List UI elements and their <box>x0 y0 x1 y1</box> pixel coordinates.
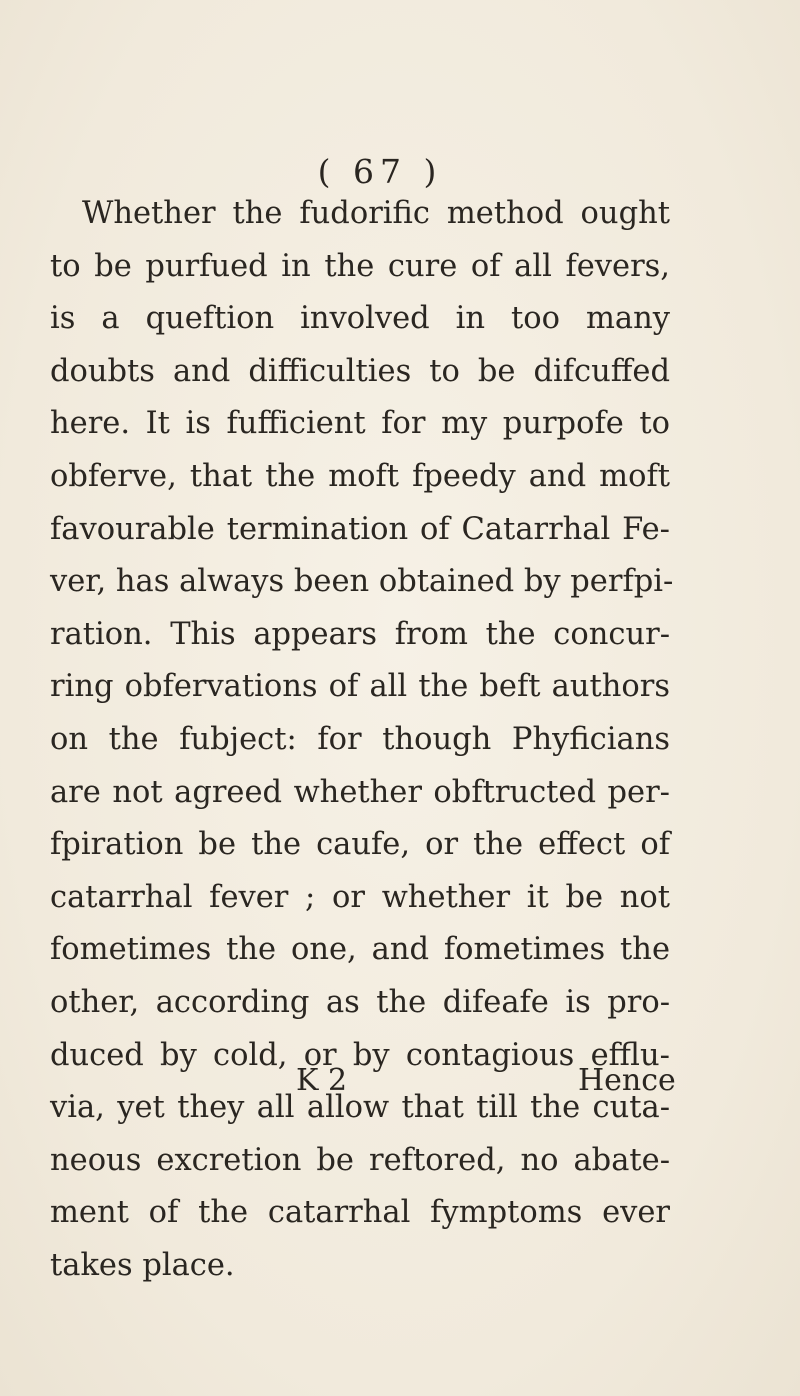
text-line: are not agreed whether obftructed per- <box>50 774 670 810</box>
text-line: catarrhal fever ; or whether it be not <box>50 879 670 915</box>
text-line: favourable termination of Catarrhal Fe- <box>50 511 670 547</box>
page-number-text: ( 67 ) <box>317 152 443 191</box>
text-line: takes place. <box>50 1247 235 1283</box>
text-line: other, according as the difeafe is pro- <box>50 984 670 1020</box>
text-line: ring obfervations of all the beft authors <box>50 669 670 705</box>
text-line: duced by cold, or by contagious efflu- <box>50 1037 670 1073</box>
text-line: ver, has always been obtained by perfpi- <box>50 564 674 600</box>
text-line: ration. This appears from the concur- <box>50 616 670 652</box>
text-line: fpiration be the caufe, or the effect of <box>50 827 670 863</box>
page-footer <box>0 1063 800 1113</box>
text-line: obferve, that the moft fpeedy and moft <box>50 458 670 494</box>
text-line: doubts and difficulties to be difcuffed <box>50 353 670 389</box>
text-line: on the fubject: for though Phyficians <box>50 721 670 757</box>
text-line: via, yet they all allow that till the cuta- <box>50 1090 670 1126</box>
text-line: fometimes the one, and fometimes the <box>50 932 670 968</box>
text-line: ment of the catarrhal fymptoms ever <box>50 1195 670 1231</box>
catchword: Hence <box>578 1063 676 1098</box>
page-number <box>0 152 800 191</box>
text-line: to be purfued in the cure of all fevers, <box>50 248 670 284</box>
body-paragraph <box>50 188 674 1292</box>
text-line: Whether the fudorific method ought <box>82 196 670 231</box>
signature-mark: K 2 <box>296 1063 348 1098</box>
text-line: is a queftion involved in too many <box>50 301 670 337</box>
text-line: neous excretion be reftored, no abate- <box>50 1142 670 1178</box>
text-line: here. It is fufficient for my purpofe to <box>50 406 670 442</box>
